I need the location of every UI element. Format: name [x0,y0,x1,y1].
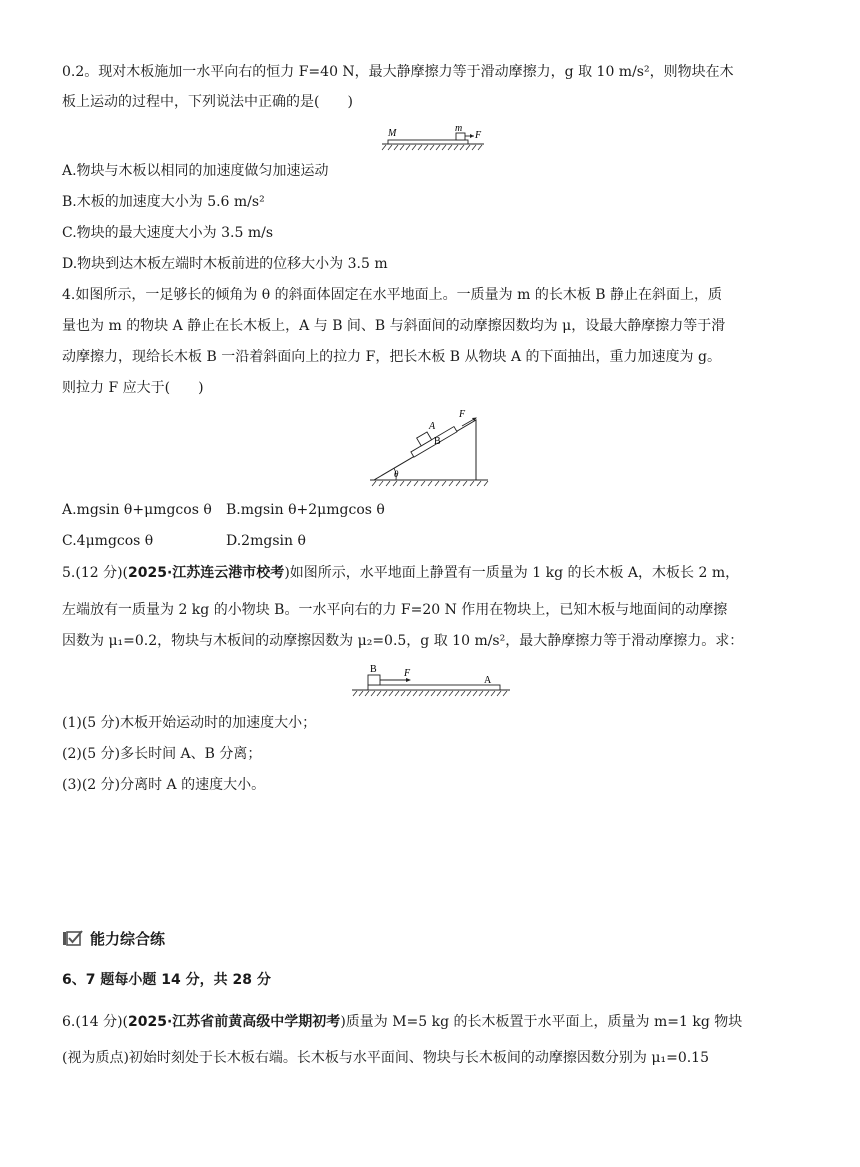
label-B: B [370,664,377,675]
label-A: A [484,675,492,686]
q5-text-line2: 左端放有一质量为 2 kg 的小物块 B。一水平向右的力 F=20 N 作用在物块上，已知木板与地面间的动摩擦 [62,602,728,618]
q6-text-line1 [62,1012,742,1032]
label-F: F [475,130,482,141]
block-B [368,675,380,685]
q3-option-b: B.木板的加速度大小为 5.6 m/s² [62,194,265,210]
q4-option-d: D.2mgsin θ [226,533,306,549]
q4-text-line1: 4.如图所示，一足够长的倾角为 θ 的斜面体固定在水平地面上。一质量为 m 的长木板 B 静止在斜面上，质 [62,287,723,303]
check-list-icon [62,929,84,947]
label-B: B [434,436,441,447]
label-m: m [455,124,463,134]
block [456,133,465,140]
q5-prefix: 5.(12 分)( [62,565,129,581]
board-A [368,685,500,690]
section-title: 能力综合练 [90,929,166,948]
q4-text-line2: 量也为 m 的物块 A 静止在长木板上，A 与 B 间、B 与斜面间的动摩擦因数均为 μ，设最大静摩擦力等于滑 [62,318,726,334]
q5-part-2: (2)(5 分)多长时间 A、B 分离； [62,746,262,762]
q5-line1-rest: )如图所示，水平地面上静置有一质量为 1 kg 的长木板 A，木板长 2 m， [284,565,740,581]
q3-text-line1: 0.2。现对木板施加一水平向右的恒力 F=40 N，最大静摩擦力等于滑动摩擦力，g 取 10 m/s²，则物块在木 [62,64,734,80]
q4-text-line3: 动摩擦力，现给长木板 B 一沿着斜面向上的拉力 F，把长木板 B 从物块 A 的下面抽出，重力加速度为 g。 [62,349,721,365]
q4-option-c: C.4μmgcos θ [62,533,154,549]
q6-source: 2025·江苏省前黄高级中学期初考 [128,1014,341,1030]
section-heading [62,928,165,948]
label-theta: θ [394,469,399,479]
q5-text-line3: 因数为 μ₁=0.2，物块与木板间的动摩擦因数为 μ₂=0.5，g 取 10 m/s²，最大静摩擦力等于滑动摩擦力。求： [62,633,744,649]
q4-option-b: B.mgsin θ+2μmgcos θ [226,502,385,518]
label-F: F [404,668,411,679]
q5-part-1: (1)(5 分)木板开始运动时的加速度大小； [62,715,317,731]
q3-figure [374,124,490,152]
label-A: A [429,421,436,432]
q5-part-3: (3)(2 分)分离时 A 的速度大小。 [62,777,266,793]
score-note: 6、7 题每小题 14 分，共 28 分 [62,972,271,988]
q4-option-a: A.mgsin θ+μmgcos θ [62,502,212,518]
q5-text-line1 [62,563,739,583]
q5-figure [348,662,514,698]
q4-text-line4: 则拉力 F 应大于( ) [62,380,204,396]
q5-source: 2025·江苏连云港市校考 [128,565,285,581]
q3-option-a: A.物块与木板以相同的加速度做匀加速运动 [62,163,329,179]
label-M: M [388,128,397,139]
q6-text-line2: (视为质点)初始时刻处于长木板右端。长木板与水平面间、物块与长木板间的动摩擦因数分别为 μ₁=0.15 [62,1050,709,1066]
q6-line1-rest: )质量为 M=5 kg 的长木板置于水平面上，质量为 m=1 kg 物块 [340,1014,743,1030]
q6-prefix: 6.(14 分)( [62,1014,129,1030]
q3-option-d: D.物块到达木板左端时木板前进的位移大小为 3.5 m [62,256,388,272]
q4-figure [366,406,492,488]
label-F: F [459,409,466,420]
q3-option-c: C.物块的最大速度大小为 3.5 m/s [62,225,274,241]
q3-text-line2: 板上运动的过程中，下列说法中正确的是( ) [62,94,353,110]
board [388,140,468,144]
